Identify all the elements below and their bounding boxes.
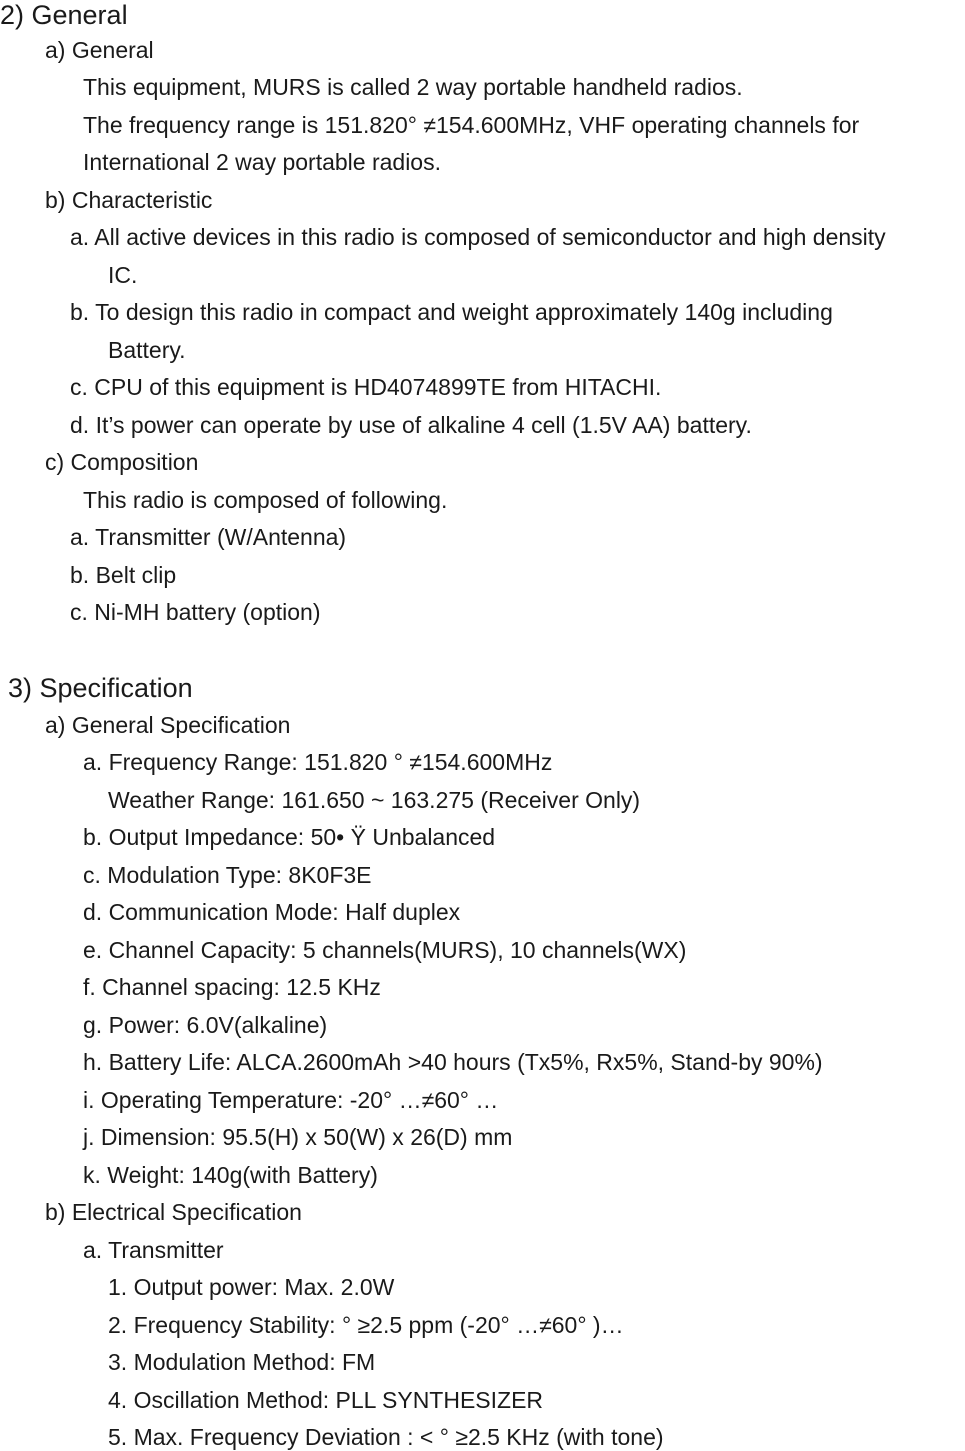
- characteristic-item-a: a. All active devices in this radio is composed of semiconductor and high density: [70, 224, 886, 250]
- spec-power: g. Power: 6.0V(alkaline): [83, 1012, 328, 1038]
- spec-weight: k. Weight: 140g(with Battery): [83, 1162, 378, 1188]
- general-sub-a-label: a) General: [45, 37, 154, 63]
- transmitter-item: 4. Oscillation Method: PLL SYNTHESIZER: [108, 1387, 544, 1413]
- characteristic-item-c: c. CPU of this equipment is HD4074899TE from HITACHI.: [70, 374, 662, 400]
- transmitter-item: 5. Max. Frequency Deviation : < ° ≥2.5 KHz (with tone): [108, 1424, 664, 1450]
- general-para-1: This equipment, MURS is called 2 way portable handheld radios.: [83, 74, 743, 100]
- general-para-3: International 2 way portable radios.: [83, 149, 441, 175]
- spec-channel-capacity: e. Channel Capacity: 5 channels(MURS), 10 channels(WX): [83, 937, 687, 963]
- spec-frequency-range: a. Frequency Range: 151.820 ° ≠154.600MHz: [83, 749, 553, 775]
- spec-battery-life: h. Battery Life: ALCA.2600mAh >40 hours (Tx5%, Rx5%, Stand-by 90%): [83, 1049, 823, 1075]
- characteristic-item-b-cont: Battery.: [108, 337, 186, 363]
- electrical-spec-label: b) Electrical Specification: [45, 1199, 302, 1225]
- spec-output-impedance: b. Output Impedance: 50• Ÿ Unbalanced: [83, 824, 496, 850]
- transmitter-item: 3. Modulation Method: FM: [108, 1349, 376, 1375]
- composition-item-a: a. Transmitter (W/Antenna): [70, 524, 347, 550]
- spec-weather-range: Weather Range: 161.650 ~ 163.275 (Receiver Only): [108, 787, 641, 813]
- spec-modulation-type: c. Modulation Type: 8K0F3E: [83, 862, 372, 888]
- transmitter-item: 1. Output power: Max. 2.0W: [108, 1274, 395, 1300]
- section-general-heading: 2) General: [0, 0, 128, 30]
- composition-intro: This radio is composed of following.: [83, 487, 448, 513]
- composition-item-c: c. Ni-MH battery (option): [70, 599, 321, 625]
- general-spec-label: a) General Specification: [45, 712, 291, 738]
- general-para-2: The frequency range is 151.820° ≠154.600MHz, VHF operating channels for: [83, 112, 860, 138]
- spec-dimension: j. Dimension: 95.5(H) x 50(W) x 26(D) mm: [83, 1124, 513, 1150]
- composition-label: c) Composition: [45, 449, 199, 475]
- section-specification-heading: 3) Specification: [8, 673, 193, 703]
- characteristic-item-d: d. It’s power can operate by use of alkaline 4 cell (1.5V AA) battery.: [70, 412, 752, 438]
- characteristic-label: b) Characteristic: [45, 187, 213, 213]
- spec-channel-spacing: f. Channel spacing: 12.5 KHz: [83, 974, 381, 1000]
- characteristic-item-b: b. To design this radio in compact and weight approximately 140g including: [70, 299, 833, 325]
- spec-operating-temperature: i. Operating Temperature: -20° …≠60° …: [83, 1087, 499, 1113]
- characteristic-item-a-cont: IC.: [108, 262, 138, 288]
- transmitter-item: 2. Frequency Stability: ° ≥2.5 ppm (-20° …≠60° )…: [108, 1312, 624, 1338]
- spec-communication-mode: d. Communication Mode: Half duplex: [83, 899, 461, 925]
- composition-item-b: b. Belt clip: [70, 562, 177, 588]
- transmitter-label: a. Transmitter: [83, 1237, 224, 1263]
